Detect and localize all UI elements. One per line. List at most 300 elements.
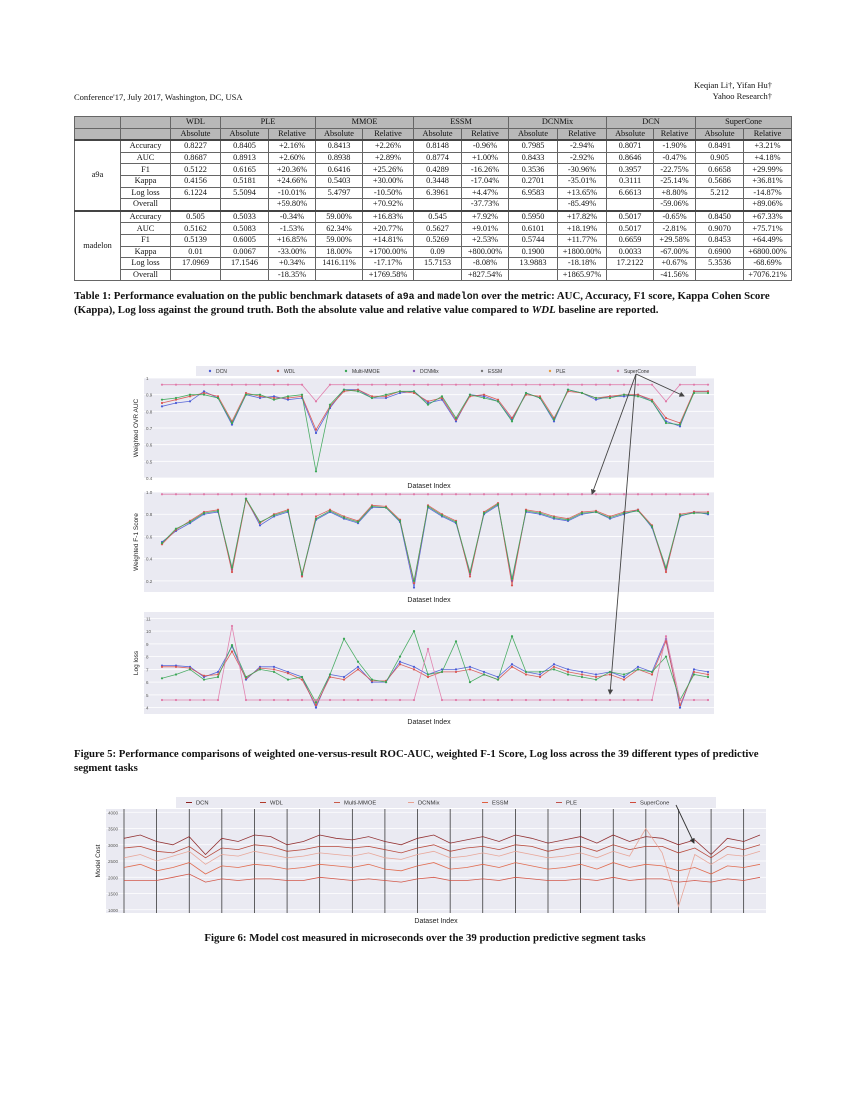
y-tick-label: 0.6: [146, 534, 153, 540]
data-point: [567, 389, 569, 391]
data-point: [455, 671, 457, 673]
data-point: [469, 571, 471, 573]
y-tick-label: 4: [146, 705, 149, 711]
data-point: [231, 644, 233, 646]
data-point: [203, 699, 205, 701]
data-point: [455, 668, 457, 670]
subheader-relative: Relative: [269, 128, 316, 140]
data-point: [707, 673, 709, 675]
value-cell: 0.505: [171, 211, 221, 223]
data-point: [189, 521, 191, 523]
value-cell: -1.90%: [654, 140, 696, 152]
data-point: [259, 521, 261, 523]
data-point: [287, 395, 289, 397]
data-point: [315, 699, 317, 701]
value-cell: +0.67%: [654, 258, 696, 270]
subheader-absolute: Absolute: [509, 128, 558, 140]
data-point: [301, 676, 303, 678]
value-cell: 0.5627: [414, 223, 462, 235]
data-point: [455, 417, 457, 419]
legend-entry: WDL: [284, 369, 296, 375]
data-point: [525, 673, 527, 675]
data-point: [273, 668, 275, 670]
data-point: [259, 394, 261, 396]
data-point: [455, 640, 457, 642]
table-row: [75, 187, 792, 199]
data-point: [553, 663, 555, 665]
data-point: [637, 666, 639, 668]
data-point: [553, 384, 555, 386]
data-point: [231, 571, 233, 573]
data-point: [287, 510, 289, 512]
value-cell: +8.80%: [654, 187, 696, 199]
table-row: [75, 246, 792, 258]
data-point: [161, 677, 163, 679]
data-point: [665, 400, 667, 402]
data-point: [539, 493, 541, 495]
data-point: [511, 417, 513, 419]
figure-6-plot: [86, 793, 770, 925]
data-point: [427, 673, 429, 675]
data-point: [231, 384, 233, 386]
y-tick-label: 0.8: [146, 409, 153, 415]
value-cell: 0.5686: [696, 175, 744, 187]
data-point: [245, 699, 247, 701]
data-point: [455, 493, 457, 495]
value-cell: 6.1224: [171, 187, 221, 199]
value-cell: -18.35%: [269, 269, 316, 281]
data-point: [301, 394, 303, 396]
subheader-absolute: Absolute: [221, 128, 269, 140]
data-point: [315, 515, 317, 517]
data-point: [595, 384, 597, 386]
data-point: [441, 395, 443, 397]
data-point: [539, 671, 541, 673]
value-cell: 0.6165: [221, 164, 269, 176]
data-point: [329, 384, 331, 386]
data-point: [609, 699, 611, 701]
data-point: [693, 699, 695, 701]
data-point: [623, 384, 625, 386]
data-point: [469, 681, 471, 683]
data-point: [679, 424, 681, 426]
legend-entry: DCNMix: [420, 369, 439, 375]
y-tick-label: 0.8: [146, 512, 153, 518]
data-point: [427, 648, 429, 650]
data-point: [693, 671, 695, 673]
table-row: [75, 269, 792, 281]
data-point: [707, 384, 709, 386]
data-point: [707, 512, 709, 514]
value-cell: +2.53%: [462, 234, 509, 246]
data-point: [175, 493, 177, 495]
value-cell: -0.34%: [269, 211, 316, 223]
value-cell: 0.8453: [696, 234, 744, 246]
value-cell: 0.6900: [696, 246, 744, 258]
data-point: [511, 699, 513, 701]
data-point: [245, 384, 247, 386]
data-point: [189, 400, 191, 402]
data-point: [553, 668, 555, 670]
data-point: [637, 510, 639, 512]
data-point: [385, 699, 387, 701]
data-point: [357, 666, 359, 668]
value-cell: -30.96%: [558, 164, 607, 176]
value-cell: +75.71%: [744, 223, 792, 235]
data-point: [469, 668, 471, 670]
data-point: [259, 384, 261, 386]
value-cell: 17.1546: [221, 258, 269, 270]
data-point: [511, 663, 513, 665]
value-cell: 0.0067: [221, 246, 269, 258]
data-point: [539, 676, 541, 678]
subheader-row: [75, 128, 792, 140]
data-point: [595, 493, 597, 495]
data-point: [693, 493, 695, 495]
value-cell: 0.905: [696, 152, 744, 164]
value-cell: -1.53%: [269, 223, 316, 235]
data-point: [441, 514, 443, 516]
data-point: [245, 676, 247, 678]
value-cell: [696, 199, 744, 211]
data-point: [343, 638, 345, 640]
metric-cell: Overall: [121, 199, 171, 211]
data-point: [273, 514, 275, 516]
value-cell: 5.4797: [316, 187, 363, 199]
data-point: [483, 512, 485, 514]
data-point: [539, 699, 541, 701]
subheader-absolute: Absolute: [171, 128, 221, 140]
data-point: [287, 672, 289, 674]
data-point: [623, 676, 625, 678]
data-point: [385, 394, 387, 396]
metric-cell: Overall: [121, 269, 171, 281]
value-cell: +2.16%: [269, 140, 316, 152]
subheader-absolute: Absolute: [414, 128, 462, 140]
chart-panel-3: [95, 809, 766, 925]
data-point: [539, 673, 541, 675]
data-point: [665, 417, 667, 419]
x-axis-label: Dataset Index: [407, 597, 451, 604]
data-point: [567, 668, 569, 670]
value-cell: -16.26%: [462, 164, 509, 176]
value-cell: [316, 269, 363, 281]
value-cell: [414, 269, 462, 281]
y-tick-label: 0.2: [146, 578, 153, 584]
figure-6-caption: Figure 6: Model cost measured in microseconds over the 39 production predictive segment tasks: [204, 932, 646, 944]
value-cell: -35.01%: [558, 175, 607, 187]
data-point: [399, 661, 401, 663]
value-cell: 0.8433: [509, 152, 558, 164]
data-point: [595, 673, 597, 675]
data-point: [287, 493, 289, 495]
value-cell: [414, 199, 462, 211]
data-point: [455, 384, 457, 386]
chart-panel-2: [133, 612, 714, 726]
data-point: [511, 384, 513, 386]
y-axis-label: Log loss: [133, 650, 140, 676]
author-affiliation: Yahoo Research†: [712, 91, 772, 101]
dataset-name-cell: a9a: [75, 140, 121, 211]
data-point: [623, 493, 625, 495]
value-cell: 0.8687: [171, 152, 221, 164]
data-point: [483, 699, 485, 701]
data-point: [399, 520, 401, 522]
data-point: [427, 384, 429, 386]
data-point: [497, 493, 499, 495]
value-cell: 5.5094: [221, 187, 269, 199]
data-point: [469, 493, 471, 495]
data-point: [469, 384, 471, 386]
value-cell: 0.6416: [316, 164, 363, 176]
value-cell: 6.3961: [414, 187, 462, 199]
value-cell: 0.01: [171, 246, 221, 258]
value-cell: +17.82%: [558, 211, 607, 223]
data-point: [161, 542, 163, 544]
author-names: Keqian Li†, Yifan Hu†: [693, 80, 772, 90]
data-point: [357, 521, 359, 523]
data-point: [441, 699, 443, 701]
value-cell: 1416.11%: [316, 258, 363, 270]
value-cell: 0.5162: [171, 223, 221, 235]
value-cell: 0.6658: [696, 164, 744, 176]
data-point: [273, 493, 275, 495]
subheader-absolute: Absolute: [316, 128, 363, 140]
value-cell: -2.94%: [558, 140, 607, 152]
value-cell: [171, 269, 221, 281]
data-point: [539, 384, 541, 386]
data-point: [665, 566, 667, 568]
value-cell: +14.81%: [363, 234, 414, 246]
value-cell: 0.8913: [221, 152, 269, 164]
data-point: [693, 512, 695, 514]
figure-5-plots: [118, 364, 718, 729]
data-point: [315, 400, 317, 402]
data-point: [511, 635, 513, 637]
data-point: [693, 668, 695, 670]
table-row: [75, 164, 792, 176]
legend-entry: DCN: [216, 369, 227, 375]
data-point: [511, 584, 513, 586]
data-point: [175, 397, 177, 399]
data-point: [161, 384, 163, 386]
table-body: [75, 140, 792, 281]
value-cell: 0.5403: [316, 175, 363, 187]
value-cell: 0.6005: [221, 234, 269, 246]
table-row: [75, 152, 792, 164]
data-point: [343, 676, 345, 678]
value-cell: -0.96%: [462, 140, 509, 152]
value-cell: [221, 269, 269, 281]
y-tick-label: 11: [146, 616, 151, 622]
data-point: [203, 678, 205, 680]
metric-cell: AUC: [121, 152, 171, 164]
data-point: [217, 397, 219, 399]
data-point: [469, 394, 471, 396]
y-tick-label: 2000: [108, 875, 119, 881]
value-cell: [171, 199, 221, 211]
data-point: [189, 493, 191, 495]
data-point: [567, 673, 569, 675]
chart-panel-1: [133, 490, 714, 604]
data-point: [413, 699, 415, 701]
data-point: [175, 528, 177, 530]
subheader-relative: Relative: [744, 128, 792, 140]
data-point: [399, 390, 401, 392]
running-header-right: [694, 80, 772, 102]
data-point: [707, 392, 709, 394]
value-cell: +13.65%: [558, 187, 607, 199]
legend-entry: SuperCone: [624, 369, 650, 375]
legend-entry: SuperCone: [640, 800, 670, 807]
data-point: [301, 493, 303, 495]
data-point: [175, 384, 177, 386]
metric-cell: F1: [121, 234, 171, 246]
data-point: [217, 676, 219, 678]
x-axis-label: Dataset Index: [407, 483, 451, 490]
data-point: [357, 390, 359, 392]
legend-entry: PLE: [566, 800, 577, 807]
data-point: [189, 668, 191, 670]
data-point: [245, 394, 247, 396]
value-cell: 0.8774: [414, 152, 462, 164]
subheader-relative: Relative: [654, 128, 696, 140]
data-point: [651, 493, 653, 495]
data-point: [483, 384, 485, 386]
value-cell: 13.9883: [509, 258, 558, 270]
legend-entry: DCNMix: [418, 800, 440, 807]
value-cell: 0.7985: [509, 140, 558, 152]
data-point: [665, 635, 667, 637]
value-cell: 18.00%: [316, 246, 363, 258]
data-point: [595, 511, 597, 513]
value-cell: 0.8148: [414, 140, 462, 152]
metric-cell: F1: [121, 164, 171, 176]
legend-marker: [345, 370, 347, 372]
data-point: [707, 676, 709, 678]
data-point: [343, 384, 345, 386]
legend-entry: ESSM: [488, 369, 503, 375]
data-point: [315, 518, 317, 520]
value-cell: -68.69%: [744, 258, 792, 270]
value-cell: 0.5269: [414, 234, 462, 246]
value-cell: +1800.00%: [558, 246, 607, 258]
metric-cell: Kappa: [121, 246, 171, 258]
y-axis-label: Model Cost: [95, 844, 102, 878]
data-point: [245, 493, 247, 495]
data-point: [427, 493, 429, 495]
value-cell: 59.00%: [316, 234, 363, 246]
value-cell: +2.26%: [363, 140, 414, 152]
data-point: [665, 656, 667, 658]
data-point: [637, 699, 639, 701]
data-point: [469, 699, 471, 701]
data-point: [567, 384, 569, 386]
table-caption: [74, 290, 774, 317]
data-point: [497, 384, 499, 386]
data-point: [413, 582, 415, 584]
data-point: [399, 656, 401, 658]
value-cell: -17.04%: [462, 175, 509, 187]
data-point: [259, 699, 261, 701]
y-tick-label: 2500: [108, 859, 119, 864]
data-point: [581, 493, 583, 495]
data-point: [511, 578, 513, 580]
value-cell: +9.01%: [462, 223, 509, 235]
data-point: [399, 699, 401, 701]
y-tick-label: 4000: [108, 810, 119, 816]
data-point: [315, 429, 317, 431]
value-cell: 17.2122: [607, 258, 654, 270]
data-point: [525, 392, 527, 394]
data-point: [217, 384, 219, 386]
data-point: [497, 678, 499, 680]
data-point: [497, 400, 499, 402]
data-point: [175, 699, 177, 701]
value-cell: +11.77%: [558, 234, 607, 246]
value-cell: +20.36%: [269, 164, 316, 176]
data-point: [469, 666, 471, 668]
data-point: [525, 384, 527, 386]
caption-text: over the metric: AUC, Accuracy, F1 score, Kappa Cohen Score (Kappa), Log loss against the ground truth. Both the absolute value and relative value compared to: [74, 290, 770, 316]
legend-entry: ESSM: [492, 800, 509, 807]
data-point: [651, 699, 653, 701]
y-tick-label: 6: [146, 680, 149, 686]
data-point: [693, 384, 695, 386]
value-cell: 0.4156: [171, 175, 221, 187]
y-tick-label: 3000: [108, 842, 119, 848]
y-tick-label: 5: [146, 692, 149, 698]
value-cell: -41.56%: [654, 269, 696, 281]
value-cell: 0.5744: [509, 234, 558, 246]
value-cell: 0.0033: [607, 246, 654, 258]
data-point: [665, 571, 667, 573]
value-cell: 6.6613: [607, 187, 654, 199]
metric-cell: Kappa: [121, 175, 171, 187]
model-header: SuperCone: [696, 117, 792, 129]
data-point: [427, 404, 429, 406]
data-point: [707, 493, 709, 495]
data-point: [637, 395, 639, 397]
figure-5: [118, 364, 718, 734]
data-point: [469, 575, 471, 577]
value-cell: 0.8646: [607, 152, 654, 164]
data-point: [161, 399, 163, 401]
value-cell: -0.47%: [654, 152, 696, 164]
data-point: [651, 673, 653, 675]
value-cell: 0.5122: [171, 164, 221, 176]
value-cell: +4.47%: [462, 187, 509, 199]
data-point: [287, 678, 289, 680]
data-point: [231, 650, 233, 652]
y-axis-label: Weighted OVR AUC: [133, 398, 140, 458]
data-point: [525, 510, 527, 512]
data-point: [203, 512, 205, 514]
data-point: [315, 470, 317, 472]
data-point: [203, 493, 205, 495]
data-point: [651, 384, 653, 386]
value-cell: +2.89%: [363, 152, 414, 164]
figure-5-legend: [196, 366, 696, 376]
data-point: [595, 678, 597, 680]
y-tick-label: 3500: [108, 826, 119, 832]
data-point: [441, 671, 443, 673]
data-point: [413, 493, 415, 495]
value-cell: -10.01%: [269, 187, 316, 199]
data-point: [189, 699, 191, 701]
data-point: [385, 681, 387, 683]
data-point: [483, 397, 485, 399]
